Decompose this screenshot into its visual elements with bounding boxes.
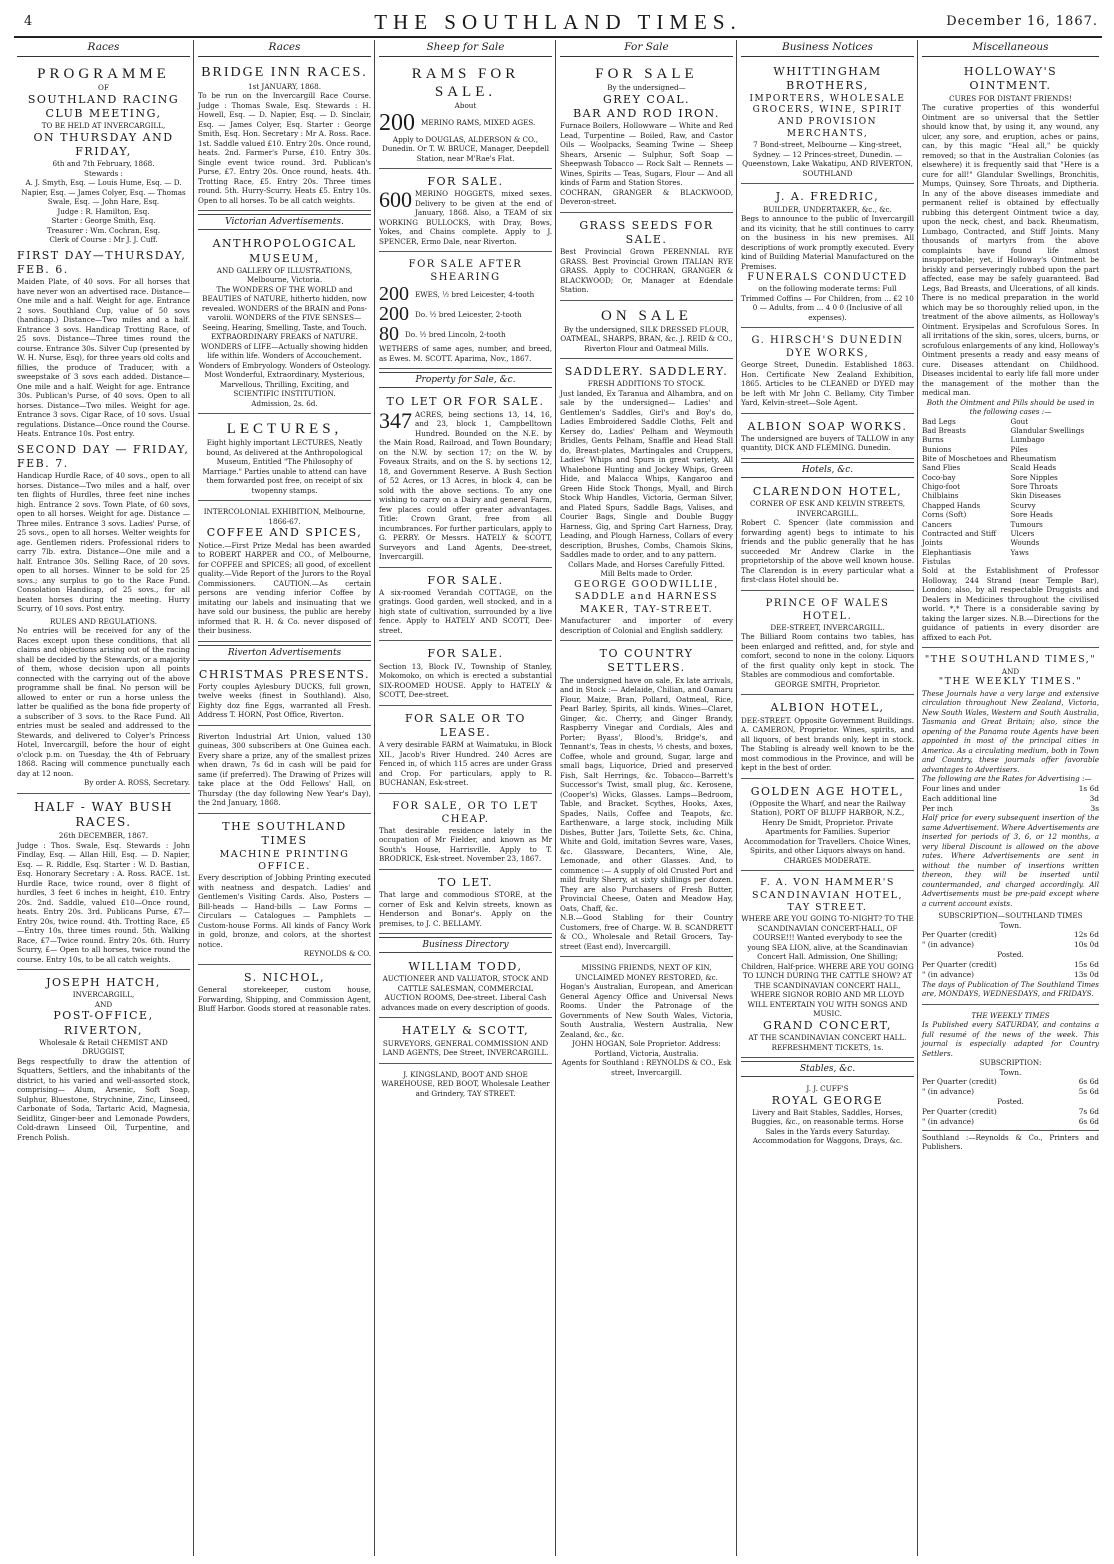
ad-subtitle: BAR AND ROD IRON.	[573, 106, 720, 120]
ad-subtitle: SECOND DAY — FRIDAY, FEB. 7.	[17, 442, 190, 471]
rate-value: 5s 6d	[1078, 1087, 1099, 1097]
rams-ad	[379, 61, 552, 169]
ad-title: GRASS SEEDS FOR SALE.	[579, 218, 714, 246]
ad-title: ALBION HOTEL,	[770, 701, 885, 715]
ad-text: Half price for every subsequent insertion of the same Advertisement. Where Advertisements are inserted for periods of 3, 6, or 12 months, a very liberal Discount is allowed on the above rates. Where Advertisements are sent in without the number of insertions written thereon, they will be inserted until countermanded, and charged accordingly. All Advertisements must be pre-paid except where a current account exists.	[922, 813, 1099, 908]
ad-subtitle: CORNER OF ESK AND KELVIN STREETS, INVERCARGILL.	[749, 499, 906, 518]
ad-text: Wholesale & Retail CHEMIST AND DRUGGIST,	[39, 1037, 168, 1057]
ad-text: on the following moderate terms: Full Trimmed Coffins — For Children, from ... £2 10 0 — Adults, from ... 4 0 0 (Inclusive of all expenses).	[741, 284, 914, 322]
rate-row	[922, 1107, 1099, 1117]
lectures-ad	[198, 416, 371, 501]
ad-title: FOR SALE, OR TO LET CHEAP.	[392, 800, 539, 825]
ad-subtitle: ON THURSDAY AND FRIDAY,	[33, 130, 174, 158]
ad-title: TO LET.	[438, 875, 493, 889]
ad-text: By the undersigned—	[607, 83, 686, 92]
ad-text: Starter : George Smith, Esq.	[51, 216, 156, 226]
store-ad	[379, 872, 552, 934]
ailment-item: Elephantiasis	[922, 547, 972, 557]
ailment-item: Scurvy	[1010, 500, 1036, 510]
ad-text: Robert C. Spencer (late commission and forwarding agent) begs to intimate to his friends and the public generally that he has succeeded Mr Andrew Clarke in the proprietorship of the above well known house. The Clarendon is in every particular what a first-class Hotel should be.	[741, 518, 914, 585]
ailment-item: Piles	[1010, 444, 1028, 454]
ad-text: AND GALLERY OF ILLUSTRATIONS, Melbourne, Victoria.	[216, 265, 353, 285]
ad-text: Handicap Hurdle Race, of 40 sovs., open to all horses. Distance—Two miles and a half, over ten flights of Hurdles, three feet nine inches high. Entrance 2 sovs. Town Plate, of 60 sovs, open to all horses. Weight for age. Distance — Three miles. Entrance 3 sovs. Ladies' Purse, of 25 sovs., open to all horses. Welter weights for age. Gentlemen riders. Professional riders to carry 7lb. extra. Distance—One mile and a half. Entrance 30s. Selling Race, of 20 sovs. open to all horses. Winner to be sold for 25 sovs.; any surplus to go to the Race Fund. Consolation Handicap, of 25 sovs., for all beaten horses during the meeting. Hurry Scurry, of 10 sovs. Post entry.	[17, 471, 190, 614]
rate-label: Per Quarter (credit)	[922, 959, 997, 969]
ailment-item: Glandular Swellings	[1010, 425, 1085, 435]
ad-text: A six-roomed Verandah COTTAGE, on the gratings. Good garden, well stocked, and in a high state of cultivation, surrounded by a live fence. Apply to HATELY AND SCOTT, Dee-street.	[379, 587, 552, 635]
ad-text: George Street, Dunedin. Established 1863. Hon. Certificate New Zealand Exhibition, 1865. Articles to be CLEANED or DYED may be left with Mr John C. Bellamy, City Timber Yard, Kelvin-street—Sole Agent.	[741, 360, 914, 408]
cheap-ad	[379, 796, 552, 870]
ad-text: INVERCARGILL,	[72, 990, 135, 1000]
scandinavian-ad	[741, 873, 914, 1058]
clarendon-ad	[741, 481, 914, 591]
ad-text: EWES, ½ bred Leicester, 4-tooth	[415, 289, 535, 299]
ad-text: These Journals have a very large and extensive circulation throughout New Zealand, Victoria, New South Wales, Western and South Australia, Tasmania and Great Britain; also, since the opening of the Panama route Agents have been appointed in most of the principal cities in America. As a circulating medium, both in Town and Country, these journals offer favorable advantages to Advertisers.	[922, 688, 1099, 774]
ad-text: Riverton Industrial Art Union, valued 130 guineas, 300 subscribers at One Guinea each. Every share a prize, any of the smallest prizes when drawn, 7s 6d in cash will be paid for same (if preferred). The Drawing of Prizes will take place at the Odd Fellows' Hall, on Thursday (the day following New Year's Day), the 2nd January, 1868.	[198, 731, 371, 808]
hogan-agency-ad	[560, 959, 733, 1082]
quantity-number: 200	[379, 283, 409, 306]
section-heading: Stables, &c.	[741, 1061, 914, 1077]
ad-subtitle: POST-OFFICE, RIVERTON,	[53, 1009, 154, 1037]
ad-subtitle: BUILDER, UNDERTAKER, &c., &c.	[763, 204, 892, 214]
section-heading: Hotels, &c.	[741, 462, 914, 478]
ad-signature: N.B.—Good Stabling for their Country Customers, free of Charge. W. B. SCANDRETT & CO., Wholesale and Retail Grocers, Tay-street (East end), Invercargill.	[560, 913, 733, 951]
ad-text: Town.	[999, 920, 1022, 930]
ad-subtitle: IMPORTERS, WHOLESALE GROCERS, WINE, SPIRIT AND PROVISION MERCHANTS,	[749, 93, 906, 139]
christmas-ad	[198, 664, 371, 726]
ad-text: Stewards :	[84, 168, 123, 178]
ailment-item: Skin Diseases	[1010, 491, 1061, 501]
column-sheep-for-sale	[376, 40, 556, 1556]
ad-text: 7 Bond-street, Melbourne — King-street, Sydney. — 12 Princes-street, Dunedin. — Queenstown, Lake Wakatipu, AND RIVERTON, SOUTHLAND	[742, 140, 913, 178]
ad-title: RAMS FOR SALE.	[411, 66, 520, 100]
rate-label: Per Quarter (credit)	[922, 1106, 997, 1116]
rate-label: Four lines and under	[922, 783, 1001, 793]
ad-text: Just landed, Ex Taranua and Alhambra, and on sale by the undersigned— Ladies' and Gentlemen's Saddles, Girl's and Boy's do, Ladies Embroidered Saddle Cloths, Felt and Kersey do, Ladies' Pelham and Weymouth Bridles, Gents Pelham, Snaffle and Head Stall do, Breast-plates, Martingales and Cruppers, Ladies' Whips and Spurs in great variety, All Whalebone Hunting and Jockey Whips, Green Hide, and Malacca Whips, Kangaroo and Green Hide Stock Thongs, Myall, and Birch Stock Whip Handles, Victoria, German Silver, and Plated Spurs, Saddle Bags, Valises, and Courier Bags, Single and Double Buggy Harness, Gig, and Spring Cart Harness, Dray, Leading, and Plough Harness, Collars of every description, Brushes, Combs, Chamois Skins, Saddles made to order, and to any pattern.	[560, 388, 733, 560]
ad-subtitle: The following are the Rates for Advertising :—	[922, 774, 1092, 784]
ailments-col-b	[1011, 417, 1100, 567]
ailment-item: Sore Throats	[1010, 482, 1058, 492]
ad-title: HOLLOWAY'S OINTMENT.	[963, 65, 1058, 93]
ad-text: Forty couples Aylesbury DUCKS, full grown, twelve weeks (finest in Southland). Also, Eighty doz fine Eggs, warranted all Fresh. Address T. HORN, Post Office, Riverton.	[198, 681, 371, 720]
ad-text: Posted.	[997, 950, 1024, 960]
rate-value: 3d	[1089, 793, 1099, 803]
ailments-list	[922, 417, 1099, 567]
ad-title: COFFEE AND SPICES,	[206, 526, 363, 540]
ailment-item: Ulcers	[1010, 528, 1035, 538]
ad-text: The WONDERS OF THE WORLD and BEAUTIES of NATURE, hitherto hidden, now revealed. WONDERS of the BRAIN and Pons-varolii. WONDERS of the FIVE SENSES—Seeing, Hearing, Smelling, Taste, and Touch. EXTRAORDINARY FREAKS of NATURE. WONDERS of LIFE—Actually showing hidden life within life. Wonders of Accouchement. Wonders of Embryology. Wonders of Osteology. Most Wonderful, Extraordinary, Mysterious, Marvellous, Thrilling, Exciting, and SCIENTIFIC INSTITUTION.	[198, 284, 371, 399]
ailment-item: Bad Breasts	[922, 425, 966, 435]
column-races-b	[195, 40, 375, 1556]
ad-text: MERINO RAMS, MIXED AGES.	[421, 117, 536, 127]
albion-hotel-ad	[741, 697, 914, 778]
ad-title: FOR SALE.	[427, 175, 504, 188]
ad-signature: REYNOLDS & CO.	[303, 949, 371, 959]
ad-text: AND	[94, 999, 113, 1009]
bridge-inn-ad	[198, 61, 371, 211]
ad-subtitle: DEE-STREET, INVERCARGILL.	[770, 622, 885, 632]
column-heading: Races	[17, 40, 190, 57]
ad-text: OF	[98, 83, 109, 92]
ad-title: PROGRAMME	[37, 66, 170, 82]
rate-label: Per Quarter (credit)	[922, 1077, 997, 1087]
ad-text: J. KINGSLAND, BOOT AND SHOE WAREHOUSE, RED BOOT, Wholesale Leather and Grindery, TAY STREET.	[381, 1069, 550, 1098]
ad-title: CLARENDON HOTEL,	[752, 484, 903, 498]
ailment-item: Coco-bay	[922, 472, 956, 482]
ailment-item: Tumours	[1010, 519, 1043, 529]
rate-label: " (in advance)	[922, 1087, 974, 1097]
ad-title: GOLDEN AGE HOTEL,	[750, 784, 905, 798]
ad-title: BRIDGE INN RACES.	[201, 65, 368, 80]
albion-soap-ad	[741, 416, 914, 459]
times-rates-ad	[922, 650, 1099, 1005]
ad-text: Judge : Thos. Swale, Esq. Stewards : John Findlay, Esq. — Allan Hill, Esq. — D. Napier, Esq. — R. Riddle, Esq. Starter : W. D. Bastian, Esq. Honorary Secretary : A. Ross. RACE. 1st. Hurdle Race, twice round, over 8 flight of hurdles, 3 feet 6 inches in height, £10. Entry 20s. 2nd. Saddle, valued £10—Once round, heats. Entry 20s. 3rd. Publicans Purse, £7—Entry 20s, twice round. 4th. Trotting Race, £5—Entry 10s, three times round. 5th. Walking Race, £7—Twice round. Entry 20s. 6th. Hurry Scurry, £— Open to all horses, twice round the course. Entry 10s, to be all catch weights.	[17, 840, 190, 964]
rate-label: Per inch	[922, 803, 953, 813]
ad-text: DEE-STREET. Opposite Government Buildings. A. CAMERON, Proprietor. Wines, spirits, and all liquors, of best brands only, kept in stock. The Stabling is already well known to be the most commodious in the Province, and will be kept in the best of order.	[741, 715, 914, 773]
ad-text: AUCTIONEER AND VALUATOR, STOCK AND CATTLE SALESMAN, COMMERCIAL AUCTION ROOMS, Dee-street. Liberal Cash advances made on every description of goods.	[381, 974, 550, 1012]
whittingham-ad	[741, 61, 914, 184]
ad-title: FOR SALE OR TO LEASE.	[405, 711, 526, 739]
ad-text: Manufacturer and importer of every description of Colonial and English saddlery.	[560, 616, 733, 635]
ad-text: Section 13, Block IV., Township of Stanley, Mokomoko, on which is erected a substantial SIX-ROOMED HOUSE. Apply to HATELY & SCOTT, Dee-street.	[379, 661, 552, 700]
ailment-item: Burns	[922, 435, 944, 445]
ad-title: WHITTINGHAM BROTHERS,	[773, 65, 882, 93]
ad-subtitle: CURES FOR DISTANT FRIENDS!	[949, 93, 1072, 103]
ailment-item: Rheumatism	[1010, 454, 1057, 464]
ad-text: Maiden Plate, of 40 sovs. For all horses that have never won an advertised race. Distance—One mile and a half. Weight for age. Entrance 2 sovs. Southland Cup, value of 50 sovs (handicap.) Distance—Two miles and a half. Entrance 3 sovs. Handicap Trotting Race, of 25 sovs. Distance—Three times round the course. Entrance 30s. Silver Cup (presented by W. H. Nurse, Esq), for three years old colts and fillies, the produce of Traducer, with a sweepstake of 3 sovs each added. Distance—One mile and a half. Weight for age. Entrance 30s. Publican's Purse, of 40 sovs. Open to all horses. Distance—Two miles. Weight for age. Entrance 3 sovs. Cigar Race, of 10 sovs. Usual regulations. Distance—Once round the Course. Heats. Entrance 10s. Post entry.	[17, 277, 190, 439]
column-heading: For Sale	[560, 40, 733, 57]
nichol-ad	[198, 967, 371, 1019]
ad-title: "THE SOUTHLAND TIMES,"	[924, 654, 1097, 666]
rate-row	[922, 970, 1099, 980]
ad-text: No entries will be received for any of the Races except upon these conditions, that all claims and objections arising out of the racing shall be decided by the Stewards, or a majority of them, whose decision upon all points connected with the carrying out of the above programme shall be final. No person will be allowed to enter or run a horse unless the latter be qualified as the bona fide property of a subscriber of 3 sovs. to the Race Fund. All entries must be sealed and addressed to the Stewards, and delivered to Colyer's Princess Hotel, Invercargill, before the hour of eight o'clock p.m. on Tuesday, the 4th of February 1868. Racing will commence punctually each day at 12 noon.	[17, 626, 190, 778]
ailment-item: Contracted and Stiff Joints	[922, 528, 997, 548]
todd-ad	[379, 956, 552, 1018]
ad-subtitle: SUBSCRIPTION:	[979, 1058, 1042, 1068]
printers-imprint: Southland :—Reynolds & Co., Printers and Publishers.	[922, 1130, 1099, 1152]
museum-ad	[198, 233, 371, 414]
section-heading: Business Directory	[379, 937, 552, 953]
printing-office-ad	[198, 816, 371, 965]
hatch-chemist-ad	[17, 972, 190, 1147]
rate-label: Per Quarter (credit)	[922, 930, 997, 940]
ad-title: LECTURES,	[226, 421, 343, 438]
ad-text: INTERCOLONIAL EXHIBITION, Melbourne, 1866-67.	[203, 507, 366, 526]
rate-row	[922, 940, 1099, 950]
ad-text: Is Published every SATURDAY, and contains a full resumé of the news of the week. This journal is especially adapted for Country Settlers.	[922, 1020, 1099, 1058]
ad-text: A. J. Smyth, Esq. — Louis Hume, Esq. — D. Napier, Esq. — James Colyer, Esq. — Thomas Swale, Esq. — John Hare, Esq.	[21, 178, 186, 207]
section-heading: Riverton Advertisements	[198, 645, 371, 661]
ad-text: The days of Publication of The Southland Times are, MONDAYS, WEDNESDAYS, and FRIDAYS.	[922, 979, 1099, 999]
section-heading: Property for Sale, &c.	[379, 372, 552, 388]
ad-text: WHERE ARE YOU GOING TO-NIGHT? TO THE SCANDINAVIAN CONCERT-HALL, OF COURSE!!! Wanted everybody to see the young SEA LION, alive, at the Scandinavian Concert Hall. Admission, One Shilling; Children, Half-price. WHERE ARE YOU GOING TO LUNCH DURING THE CATTLE SHOW? AT THE SCANDINAVIAN CONCERT HALL, WHERE SIGNOR ROBIO AND MR LLOYD WILL ENTERTAIN YOU WITH SONGS AND MUSIC.	[741, 914, 914, 1019]
on-sale-ad	[560, 303, 733, 360]
ad-title: "THE WEEKLY TIMES."	[938, 676, 1083, 688]
ad-text: The Billiard Room contains two tables, has been enlarged and refitted, and, for style and comfort, second to none in the colony. Liquors of the first quality only kept in stock. The Stables are commodious and comfortable.	[741, 632, 914, 680]
ad-title: THE WEEKLY TIMES	[971, 1010, 1050, 1020]
ailments-col-a	[922, 417, 1011, 567]
quantity-number: 80	[379, 323, 399, 346]
rate-value: 10s 0d	[1074, 940, 1099, 950]
ailment-item: Sore Heads	[1010, 510, 1053, 520]
fredric-ad	[741, 186, 914, 328]
ad-subtitle: RULES AND REGULATIONS.	[49, 616, 158, 626]
golden-age-ad	[741, 781, 914, 872]
ad-text: Agents for Southland : REYNOLDS & CO., Esk street, Invercargill.	[561, 1058, 732, 1077]
quantity-number: 600	[379, 187, 412, 213]
rate-value: 6s 6d	[1078, 1116, 1099, 1126]
column-heading: Sheep for Sale	[379, 40, 552, 57]
ad-text: Eight highly important LECTURES, Neatly bound, As delivered at the Anthropological Museum, Entitled "The Philosophy of Marriage." Parties unable to attend can have them forwarded post free, on receipt of six twopenny stamps.	[202, 438, 367, 495]
ad-title: SADDLERY. SADDLERY.	[564, 365, 729, 379]
ad-subtitle: MACHINE PRINTING OFFICE.	[219, 848, 350, 872]
ad-text: WETHERS of same ages, number, and breed, as Ewes. M. SCOTT. Aparima, Nov., 1867.	[379, 344, 552, 363]
rate-row	[922, 960, 1099, 970]
rate-value: 3s	[1090, 803, 1099, 813]
rate-value: 13s 0d	[1074, 969, 1099, 979]
ad-text: The undersigned are buyers of TALLOW in any quantity, DICK AND FLEMING. Dunedin.	[741, 433, 914, 453]
ad-text: Best Provincial Grown PERENNIAL RYE GRASS. Best Provincial Grown ITALIAN RYE GRASS. Apply to COCHRAN, GRANGER & BLACKWOOD; Or, Manager at Edendale Station.	[560, 247, 733, 295]
ad-text: AT THE SCANDINAVIAN CONCERT HALL. REFRESHMENT TICKETS, 1s.	[748, 1033, 907, 1052]
quantity-number: 200	[379, 303, 409, 326]
rate-row	[922, 794, 1099, 804]
country-settlers-ad	[560, 643, 733, 957]
ad-title: ON SALE	[601, 307, 692, 324]
ad-subtitle: FIRST DAY—THURSDAY, FEB. 6.	[17, 248, 187, 276]
rate-value: 15s 6d	[1074, 959, 1099, 969]
ad-title: WILLIAM TODD,	[408, 960, 523, 974]
rate-row	[922, 784, 1099, 794]
ad-text: Town.	[999, 1067, 1022, 1077]
ad-text: Admission, 2s. 6d.	[251, 398, 318, 408]
ailment-item: Chilblains	[922, 491, 959, 501]
ad-text: ACRES, being sections 13, 14, 16, and 23, block 1, Campbelltown Hundred. Bounded on the N.E. by the Main Road, Railroad, and Town Boundary; on the N.W. by section 17; on the W. by Foveaux Straits, and on the S. by sections 12, 18, and Government Reserve. A Bush Section of 52 Acres, or 13 Acres, in block 4, can be sold with the above sections. To any one wishing to carry on a Dairy and general Farm, few places could offer greater advantages. Title: Crown Grant, free from all incumbrances. For further particulars, apply to G. PERRY. Or Messrs. HATELY & SCOTT, Surveyors and Land Agents, Dee-street, Invercargill.	[379, 409, 552, 562]
ailment-item: Chapped Hands	[922, 500, 981, 510]
ailment-item: Gout	[1010, 416, 1029, 426]
ad-title: JOSEPH HATCH,	[46, 976, 161, 990]
ad-text: Livery and Bait Stables, Saddles, Horses, Buggies, &c., on reasonable terms. Horse Sales in the Yards every Saturday. Accommodation for Waggons, Drays, &c.	[751, 1107, 904, 1146]
rate-label: " (in advance)	[922, 940, 974, 950]
ad-title: G. HIRSCH'S DUNEDIN DYE WORKS,	[751, 335, 904, 360]
ad-text: Posted.	[997, 1097, 1024, 1107]
ad-subtitle: SUBSCRIPTION—SOUTHLAND TIMES	[938, 911, 1083, 921]
ad-text: 1st JANUARY, 1868.	[248, 81, 321, 91]
ad-text: Do. ½ bred Leicester, 2-tooth	[415, 309, 522, 319]
rate-row	[922, 804, 1099, 814]
hoggets-ad	[379, 171, 552, 252]
rate-value: 1s 6d	[1078, 783, 1099, 793]
ailment-item: Corns (Soft)	[922, 510, 967, 520]
ad-text: General storekeeper, custom house, Forwarding, Shipping, and Commission Agent, Bluff Harbor. Goods stored at reasonable rates.	[198, 985, 371, 1014]
ad-title: THE SOUTHLAND TIMES	[222, 819, 347, 848]
ad-text: Both the Ointment and Pills should be used in the following cases :—	[926, 397, 1095, 417]
rate-label: Each additional line	[922, 793, 997, 803]
hately-ad	[379, 1020, 552, 1063]
column-for-sale	[557, 40, 737, 1556]
ad-title: FOR SALE AFTER SHEARING	[408, 259, 523, 284]
ad-title: CHRISTMAS PRESENTS.	[198, 667, 371, 681]
race-programme-ad	[17, 61, 190, 794]
ad-text: MERINO HOGGETS, mixed sexes. Delivery to be given at the end of January, 1868. Also, a TEAM of six WORKING BULLOCKS, with Dray, Bows, Yokes, and Chains complete. Apply to J. SPENCER, Ermo Dale, near Riverton.	[379, 189, 552, 246]
ad-text: Hogan's Australian, European, and American General Agency Office and Universal News Rooms. Under the Patronage of the Governments of New South Wales, Victoria, South Australia, Western Australia, New Zealand, &c., &c.	[560, 982, 733, 1039]
issue-date: December 16, 1867.	[946, 14, 1098, 29]
kingsland-ad	[379, 1066, 552, 1104]
rate-value: 12s 6d	[1074, 930, 1099, 940]
rate-row	[922, 1087, 1099, 1097]
quantity-number: 200	[379, 109, 415, 136]
ad-subtitle: GEORGE GOODWILLIE, SADDLE and HARNESS MAKER, TAY-STREET.	[574, 578, 719, 615]
column-heading: Races	[198, 40, 371, 57]
ad-text: J. J. CUFF'S	[806, 1084, 849, 1094]
ad-title: F. A. VON HAMMER'S SCANDINAVIAN HOTEL, TAY STREET.	[752, 877, 903, 914]
weekly-times-ad	[922, 1007, 1099, 1157]
ad-signature: COCHRAN, GRANGER & BLACKWOOD, Deveron-street.	[560, 187, 733, 207]
ad-text: TO BE HELD AT INVERCARGILL,	[41, 121, 166, 131]
ad-text: SURVEYORS, GENERAL COMMISSION AND LAND AGENTS, Dee Street, INVERCARGILL.	[382, 1038, 549, 1058]
ad-text: 26th DECEMBER, 1867.	[58, 831, 149, 841]
section-sale-ad	[379, 643, 552, 705]
ad-subtitle: FUNERALS CONDUCTED	[747, 272, 908, 284]
ad-text: Furnace Boilers, Hollowware — White and Red Lead, Turpentine — Boiled, Raw, and Castor Oils — Woolpacks, Seaming Twine — Sheep Shears, Arsenic — Sulphur, Soft Soap — Sheepwash Tobacco — Rock Salt — Rennets — Wines, Spirits — Teas, Sugars, Flour — And all kinds of Farm and Station Stores.	[560, 121, 733, 188]
to-let-ad	[379, 391, 552, 567]
ad-signature: GEORGE SMITH, Proprietor.	[774, 679, 881, 689]
page-number: 4	[24, 14, 33, 29]
quantity-number: 347	[379, 407, 412, 433]
ailment-item: Bunions	[922, 444, 952, 454]
ad-signature: JOHN HOGAN, Sole Proprietor. Address: Portland, Victoria, Australia.	[572, 1039, 721, 1058]
ad-title: FOR SALE.	[427, 647, 504, 661]
saddlery-ad	[560, 361, 733, 641]
ad-text: Clerk of Course : Mr J. J. Cuff.	[49, 235, 158, 245]
column-heading: Miscellaneous	[922, 40, 1099, 57]
ailment-item: Chigo-foot	[922, 482, 960, 492]
prince-of-wales-ad	[741, 593, 914, 696]
ailment-item: Yaws	[1010, 547, 1029, 557]
coffee-ad	[198, 503, 371, 641]
ad-text: That large and commodious STORE, at the corner of Esk and Kelvin streets, known as Henderson and Bonar's. Apply on the premises, to J. C. BELLAMY.	[379, 890, 552, 928]
ad-title: HATELY & SCOTT,	[401, 1024, 530, 1038]
ad-subtitle: SOUTHLAND RACING CLUB MEETING,	[27, 92, 180, 120]
ad-title: MISSING FRIENDS, NEXT OF KIN, UNCLAIMED MONEY RESTORED, &c.	[575, 963, 718, 982]
ad-subtitle: FRESH ADDITIONS TO STOCK.	[587, 379, 706, 389]
halfway-bush-ad	[17, 796, 190, 970]
royal-george-ad	[741, 1080, 914, 1151]
ad-text: Notice.—First Prize Medal has been awarded to ROBERT HARPER and CO., of Melbourne, for COFFEE and SPICES; all good, of excellent quality.—Vide Report of the Jurors to the Royal Commissioners. CAUTION.—As certain persons are vending inferior Coffee by imitating our labels and insinuating that we have sold our business, the public are hereby informed that R. H. & Co. never disposed of their business.	[198, 540, 371, 636]
column-heading: Business Notices	[741, 40, 914, 57]
ad-subtitle: GREY COAL.	[602, 92, 691, 106]
ad-text: Mill Belts made to Order.	[600, 569, 693, 579]
ad-text: Every description of Jobbing Printing executed with neatness and despatch. Ladies' and Gentlemen's Visiting Cards. Also, Posters — Bill-heads — Hand-bills — Law Forms — Circulars — Catalogues — Pamphlets — Custom-house Forms. All kinds of Fancy Work in gold, bronze, and colors, at the shortest notice.	[198, 873, 371, 949]
ad-text: (Opposite the Wharf, and near the Railway Station), PORT OF BLUFF HARBOR, N.Z., Henry De Smidt, Proprietor. Private Apartments for Families. Superior Accommodation for Travellers. Choice Wines, Spirits, and other Liquors always on hand. CHARGES MODERATE.	[744, 798, 911, 865]
ad-text: Apply to DOUGLAS, ALDERSON & CO., Dunedin. Or T. W. BRUCE, Manager, Deepdell Station, near M'Rae's Flat.	[381, 134, 549, 163]
lease-ad	[379, 708, 552, 794]
ad-text: Collars Made, and Horses Carefully Fitted.	[568, 559, 725, 569]
rate-value: 7s 6d	[1078, 1106, 1099, 1116]
ad-signature: By order A. ROSS, Secretary.	[84, 778, 190, 788]
ad-title: TO COUNTRY SETTLERS.	[599, 647, 694, 675]
ailment-item: Wounds	[1010, 538, 1040, 548]
ad-text: Do. ½ bred Lincoln, 2-tooth	[405, 329, 506, 339]
ad-text: Judge : R. Hamilton, Esq.	[57, 206, 150, 216]
ad-text: AND	[1001, 666, 1020, 676]
ad-text: To be run on the Invercargill Race Course. Judge : Thomas Swale, Esq. Stewards : H. Howell, Esq. — D. Napier, Esq. — D. Sinclair, Esq. — James Colyer, Esq. Starter : George Smith, Esq. Hon. Secretary : Mr A. Ross. Race. 1st. Saddle valued £10. Entry 20s. Once round, heats. 2nd. Farmer's Purse, £10. Entry 30s. Single event twice round. 3rd. Publican's Purse, £7. Entry 20s. Once round, heats. 4th. Trotting Race, £5. Entry 20s. Three times round. 5th. Hurry-Scurry. Heats £5. Entry 10s. Open to all horses. To be all catch weights.	[198, 91, 371, 205]
ailment-item: Lumbago	[1010, 435, 1045, 445]
rate-row	[922, 1117, 1099, 1127]
ad-text: Begs respectfully to draw the attention of Squatters, Settlers, and the inhabitants of the district, to his varied and well-assorted stock, comprising— Alum, Arsenic, Soft Soap, Sulphur, Bluestone, Strychnine, Zinc, Linseed, Carbonate of Soda, Tartaric Acid, Magnesia, Seidlitz, Ginger-beer and Lemonade Powders, Cold-drawn Linseed Oil, Turpentine, and French Polish.	[17, 1056, 190, 1142]
ad-text: The undersigned have on sale, Ex late arrivals, and in Stock :— Adelaide, Chilian, and Oamaru Flour, Maize, Bran, Pollard, Oatmeal, Rice, Pearl Barley, Spirits, all kinds. Wines—Claret, Ginger, &c. Cherry, and Ginger Brandy, Raspberry Vinegar and Cordials, Ales and Porter; Byass', Blood's, Bridge's, and Tennant's, Teas in chests, ½ chests, and boxes, Coffee, whole and ground, Sugar, large and small bags, Liquorice, Dried and preserved Fish, Salt Herrings, &c. Tobacco—Barrett's Successor's Twist, small plug, &c. Kerosene, (Cooper's) Wicks, Glasses. Lamps—Bedroom, Table, and Bracket. Scythes, Hooks, Axes, Spades, Nails, Coffee and Teapots, &c. Earthenware, a large stock, including Milk Dishes, Butter Jars, Toilette Sets, &c. China, White and Gold, imitation Sevres ware, Vases, &c. Glassware, Decanters, Wine, Ale, Lemonade, and other Glasses. And, to commence :— A supply of old Crusted Port and mild fruity Sherry, at sixty shillings per dozen. They are also Purchasers of Fresh Butter, Provincial Cheese, Oaten and Meadow Hay, Oats, Chaff, &c.	[560, 675, 733, 913]
column-miscellaneous	[919, 40, 1102, 1556]
ad-subtitle: GRAND CONCERT,	[763, 1018, 892, 1032]
ad-title: TO LET OR FOR SALE.	[386, 395, 545, 409]
ad-title: ANTHROPOLOGICAL MUSEUM,	[212, 237, 357, 265]
hirsch-dye-ad	[741, 330, 914, 414]
grey-coal-ad	[560, 61, 733, 213]
ad-text: By the undersigned, SILK DRESSED FLOUR, OATMEAL, SHARPS, BRAN, &c. J. REID & CO., Riverton Flour and Oatmeal Mills.	[560, 324, 733, 353]
ad-title: PRINCE OF WALES HOTEL.	[765, 597, 890, 622]
shearing-ad	[379, 254, 552, 369]
ailment-item: Sore Nipples	[1010, 472, 1058, 482]
ad-text: 6th and 7th February, 1868.	[52, 159, 155, 169]
section-heading: Victorian Advertisements.	[198, 214, 371, 230]
newspaper-title: THE SOUTHLAND TIMES.	[374, 10, 742, 34]
rate-value: 6s 6d	[1078, 1077, 1099, 1087]
column-business-notices	[738, 40, 918, 1556]
holloway-ad	[922, 61, 1099, 648]
rate-row	[922, 930, 1099, 940]
ailment-item: Bite of Moschetoes and Sand Flies	[922, 454, 1008, 473]
ad-text: Sold at the Establishment of Professor Holloway, 244 Strand (near Temple Bar), London; also, by all respectable Druggists and Dealers in Medicines throughout the civilised world. *,* There is a considerable saving by taking the larger sizes. N.B.—Directions for the guidance of patients in every disorder are affixed to each Pot.	[922, 566, 1099, 642]
ad-title: ROYAL GEORGE	[771, 1093, 884, 1107]
art-union-ad	[198, 728, 371, 814]
ad-title: HALF - WAY BUSH RACES.	[34, 799, 173, 830]
ad-text: Begs to announce to the public of Invercargill and its vicinity, that he still continues to carry on the business in his new premises. All descriptions of work promptly executed. Every kind of Building Material Manufactured on the Premises.	[741, 214, 914, 271]
ad-text: Treasurer : Wm. Cochran, Esq.	[46, 225, 161, 235]
masthead	[14, 8, 1102, 38]
ad-title: ALBION SOAP WORKS.	[747, 419, 908, 433]
ailment-item: Scald Heads	[1010, 463, 1057, 473]
column-races-a	[14, 40, 194, 1556]
rate-row	[922, 1077, 1099, 1087]
rate-label: " (in advance)	[922, 969, 974, 979]
ad-text: That desirable residence lately in the occupation of Mr Fielder, and known as Mr South's House, Harrisville. Apply to T. BRODRICK, Esk-street. November 23, 1867.	[379, 825, 552, 864]
ad-title: FOR SALE	[595, 66, 698, 82]
cottage-ad	[379, 570, 552, 642]
ailment-item: Bad Legs	[922, 416, 956, 426]
grass-seeds-ad	[560, 215, 733, 301]
ad-title: J. A. FREDRIC,	[775, 190, 880, 204]
ailment-item: Cancers	[922, 519, 952, 529]
ailment-item: Fistulas	[922, 556, 951, 566]
ad-text: The curative properties of this wonderful Ointment are so universal that the Settler should know that, by using it, any wound, any ulcer, any sore, and eruption, aches or pains, can, by this magic "Heal all," be quickly removed; so that in the Australian Colonies (as elsewhere) it is frequently said that "Here is a cure for all!" Glandular Swellings, Bronchitis, Mumps, Quinsey, Sore Throats, and Diptheria. In any of the above diseases immediate and permanent relief is obtained by effectually rubbing this detergent Ointment twice a day, upon the neck, chest, and back. Rheumatism, Lumbago, Contracted, and Stiff Joints. Many thousands of martyrs from the above complaints have found life almost insupportable; yet, if Holloway's Ointment be briskly and perseveringly rubbed upon the part affected, ease may be safely guaranteed. Bad Legs, Bad Breasts, and Ulcerations, of all kinds. There is no medical preparation in the world which may be so thoroughly relied upon, in the treatment of the above ailments, as Holloway's Ointment. Erysipelas and Scrofulous Sores. In all irritations of the skin, sores, ulcers, burns, or scrofulous enlargements of any kind, Holloway's Ointment presents a ready and easy means of cure. Diseases attendant on Childhood. Diseases incidental to early life fall more under the management of the mother than the medical man.	[922, 103, 1099, 398]
ad-title: FOR SALE.	[427, 573, 504, 587]
ad-text: A very desirable FARM at Waimatuku, in Block XII., Jacob's River Hundred. 240 Acres are Fenced in, of which 115 acres are under Grass and Crop. For particulars, apply to R. BUCHANAN, Esk-street.	[379, 740, 552, 788]
rate-label: " (in advance)	[922, 1116, 974, 1126]
ad-title: S. NICHOL,	[244, 970, 325, 984]
ad-text: About	[454, 101, 477, 110]
